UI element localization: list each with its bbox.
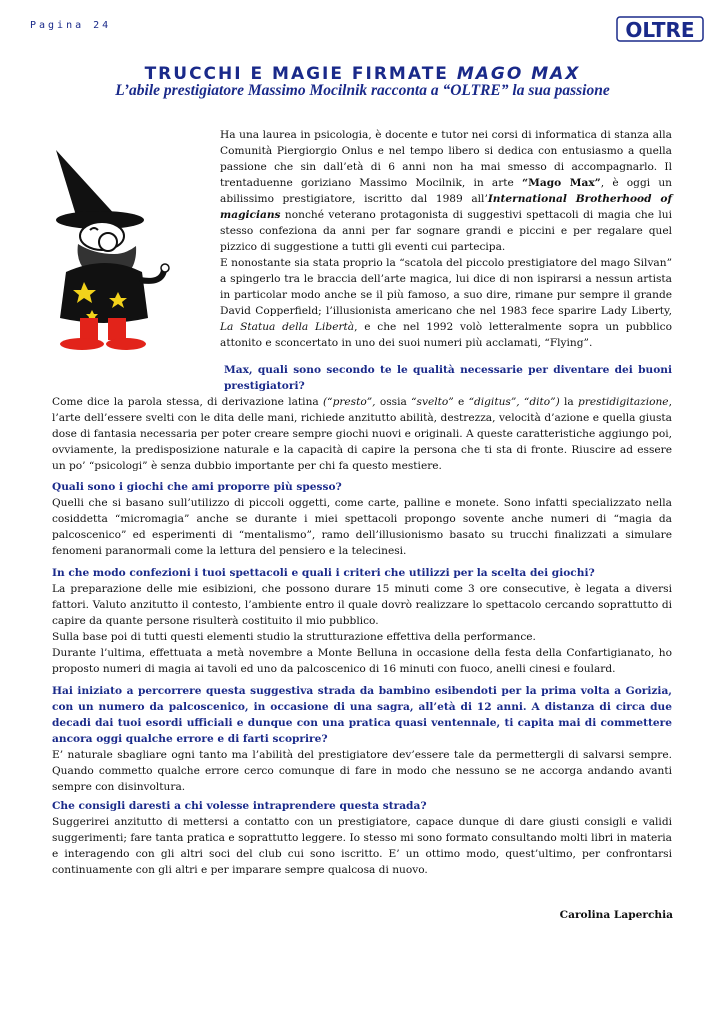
answer-text: Suggerirei anzitutto di mettersi a contatto con un prestigiatore, capace dunque di dare giusti consigli e validi suggerimenti; fare tanta pratica e soprattutto leggere. Io stesso mi sono formato consultando molti libri in materia e interagendo con gli altri soci del club cui sono iscritto. E’ un ottimo modo, quest’ultimo, per confrontarsi continuamente con gli altri e per imparare sempre qualcosa di nuovo. (52, 816, 672, 876)
answer-text: Sulla base poi di tutti questi elementi studio la strutturazione effettiva della performance. (52, 631, 536, 643)
intro-text: Ha una laurea in psicologia, è docente e tutor nei corsi di informatica di stanza alla Comunità Piergiorgio Onlus e nel tempo libero si dedica con entusiasmo a quella passione che sin dall’età di 6 anni non ha mai smesso di accompagnarlo. Il trentaduenne goriziano Massimo Mocilnik, in arte (220, 129, 672, 189)
qa-block-3 (52, 565, 672, 677)
answer-text: Quelli che si basano sull’utilizzo di piccoli oggetti, come carte, palline e monete. Sono infatti specializzato nella cosiddetta “micromagia” anche se durante i miei spettacoli propongo sovente anche numeri di “magia da palcoscenico” ed esperimenti di “mentalismo”, ramo dell’illusionismo basato su trucchi finalizzati a simulare fenomeni paranormali come la lettura del pensiero e la telecinesi. (52, 497, 672, 557)
article-subtitle: L’abile prestigiatore Massimo Mocilnik racconta a “OLTRE” la sua passione (115, 82, 610, 99)
intro-nickname: “Mago Max” (522, 177, 601, 189)
article-title-main: TRUCCHI E MAGIE FIRMATE (144, 64, 457, 84)
intro-statue: La Statua della Libertà (220, 321, 355, 333)
qa-block-2 (52, 479, 672, 559)
intro-paragraph (220, 255, 672, 351)
answer-span: prestidigitazione (578, 396, 669, 408)
author-signature: Carolina Laperchia (559, 909, 673, 921)
article-title-emph: MAGO MAX (456, 64, 581, 84)
qa-block-4 (52, 683, 672, 795)
answer-span: la (559, 396, 579, 408)
qa-question-1 (220, 362, 672, 394)
intro-text: , è oggi un abilissimo prestigiatore, iscritto dal 1989 all’ (220, 177, 672, 205)
answer-span: e (453, 396, 469, 408)
question-text: In che modo confezioni i tuoi spettacoli e quali i criteri che utilizzi per la scelta dei giochi? (52, 567, 595, 579)
answer-text: La preparazione delle mie esibizioni, che possono durare 15 minuti come 3 ore consecutive, è legata a diversi fattori. Valuto anzitutto il contesto, l’ambiente entro il quale dovrò realizzare lo spettacolo cercando soprattutto di capire da quante persone risulterà costituito il mio pubblico. (52, 583, 672, 627)
answer-span: , l’arte dell’essere svelti con le dita delle mani, richiede anzitutto abilità, destrezza, velocità d’azione e quella giusta dose di fantasia necessaria per poter creare sempre giochi nuovi e originali. A queste caratteristiche aggiungo poi, ovviamente, la predisposizione naturale e la capacità di capire la persona che ti sta di fronte. Riuscire ad essere un po’ “psicologi” è senza dubbio importante per chi fa questo mestiere. (52, 396, 672, 472)
intro-text: nonché veterano protagonista di suggestivi spettacoli di magia che lui stesso confeziona da anni per far sognare grandi e piccini e per regalare quel pizzico di suggestione a tutti gli eventi cui partecipa. (220, 209, 672, 253)
question-text: Quali sono i giochi che ami proporre più spesso? (52, 481, 342, 493)
answer-text (52, 394, 672, 474)
mago-max-cartoon (22, 132, 212, 354)
intro-text: , e che nel 1992 volò letteralmente sopra un pubblico attonito e sconcertato in uno dei suoi numeri più acclamati, “Flying”. (220, 321, 672, 349)
intro-paragraph (220, 127, 672, 255)
answer-span: “digitus”, “dito”) (468, 396, 560, 408)
oltre-logo (616, 14, 704, 44)
question-text: Che consigli daresti a chi volesse intraprendere questa strada? (52, 800, 427, 812)
answer-text: Durante l’ultima, effettuata a metà novembre a Monte Belluna in occasione della festa della Confartigianato, ho proposto numeri di magia ai tavoli ed uno da palcoscenico di 16 minuti con fuoco, anelli cinesi e foulard. (52, 647, 672, 675)
answer-span: “svelto” (411, 396, 454, 408)
article-title (0, 64, 725, 84)
intro-organization: International Brotherhood of magicians (220, 193, 673, 221)
question-text: Max, quali sono secondo te le qualità necessarie per diventare dei buoni prestigiatori? (224, 364, 672, 392)
qa-answer-1 (52, 394, 672, 474)
intro-text: E nonostante sia stata proprio la “scatola del piccolo prestigiatore del mago Silvan” a spingerlo tra le braccia dell’arte magica, lui dice di non ispirarsi a nessun artista in particolar modo anche se il più famoso, a suo dire, rimane pur sempre il grande David Copperfield; l’illusionista americano che nel 1983 fece sparire Lady Liberty, (220, 257, 672, 317)
question-text: Hai iniziato a percorrere questa suggestiva strada da bambino esibendoti per la prima volta a Gorizia, con un numero da palcoscenico, in occasione di una sagra, all’età di 12 anni. A distanza di circa due decadi dai tuoi esordi ufficiali e dunque con una pratica quasi ventennale, ti capita mai di commettere ancora oggi qualche errore e di farti scoprire? (52, 685, 672, 745)
answer-span: ossia (375, 396, 412, 408)
answer-span: Come dice la parola stessa, di derivazione latina (52, 396, 324, 408)
answer-text: E’ naturale sbagliare ogni tanto ma l’abilità del prestigiatore dev’essere tale da permettergli di salvarsi sempre. Quando commetto qualche errore cerco comunque di fare in modo che nessuno se ne accorga andando avanti sempre con disinvoltura. (52, 749, 672, 793)
logo-text: OLTRE (625, 18, 695, 42)
article-intro (220, 127, 672, 351)
page-number: Pagina 24 (30, 20, 112, 31)
answer-span: (“presto”, (323, 396, 376, 408)
qa-block-5 (52, 798, 672, 878)
